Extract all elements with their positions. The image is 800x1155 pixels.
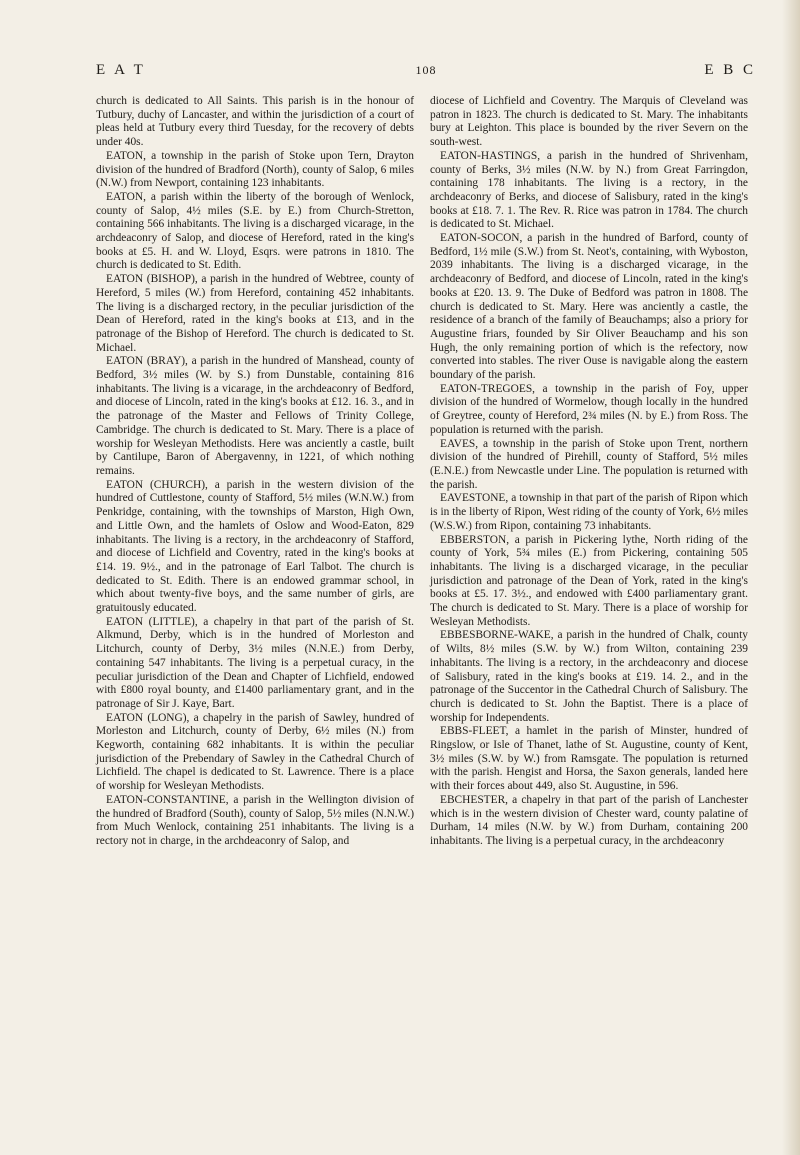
running-head	[96, 62, 756, 84]
entry-eaton-constantine: EATON-CONSTANTINE, a parish in the Wellington division of the hundred of Bradford (South), county of Salop, 5½ miles (N.N.W.) from Much Wenlock, containing 251 inhabitants. The living is a rectory not in charge, in the archdeaconry of Salop, and	[96, 793, 414, 847]
page-edge-shadow	[782, 0, 800, 1155]
entry-continuation-right: diocese of Lichfield and Coventry. The Marquis of Cleveland was patron in 1823. The church is dedicated to St. Mary. The inhabitants bury at Leighton. This place is bounded by the river Severn on the south-west.	[430, 95, 748, 149]
entry-eaton-tregoes: EATON-TREGOES, a township in the parish of Foy, upper division of the hundred of Wormelow, though locally in the hundred of Greytree, county of Hereford, 2¾ miles (N. by E.) from Ross. The population is returned with the parish.	[430, 382, 748, 436]
entry-eaton-bray: EATON (BRAY), a parish in the hundred of Manshead, county of Bedford, 3½ miles (W. by S.) from Dunstable, containing 816 inhabitants. The living is a vicarage, in the archdeaconry of Bedford, and diocese of Lincoln, rated in the king's books at £12. 16. 3., and in the patronage of the Master and Fellows of Trinity College, Cambridge. The church is dedicated to St. Mary. There is a place of worship for Wesleyan Methodists. Here was anciently a castle, built by Cantilupe, Baron of Abergavenny, in 1221, of which nothing remains.	[96, 355, 414, 477]
entry-continuation: church is dedicated to All Saints. This parish is in the honour of Tutbury, duchy of Lancaster, and within the jurisdiction of a court of pleas held at Tutbury every third Tuesday, for the recovery of debts under 40s.	[96, 95, 414, 149]
entry-eaton-long: EATON (LONG), a chapelry in the parish of Sawley, hundred of Morleston and Litchurch, county of Derby, 6½ miles (N.) from Kegworth, containing 682 inhabitants. It is within the peculiar jurisdiction of the Prebendary of Sawley in the Cathedral Church of Lichfield. The chapel is dedicated to St. Lawrence. There is a place of worship for Wesleyan Methodists.	[96, 711, 414, 793]
running-head-right: E B C	[704, 62, 756, 78]
entry-eaton-socon: EATON-SOCON, a parish in the hundred of Barford, county of Bedford, 1½ mile (S.W.) from St. Neot's, containing, with Wyboston, 2039 inhabitants. The living is a discharged vicarage, in the archdeaconry of Bedford, and diocese of Lincoln, rated in the king's books at £20. 13. 9. The Duke of Bedford was patron in 1808. The church is dedicated to St. Mary. Here was anciently a castle, the residence of a branch of the family of Beauchamps; also a priory for Augustine friars, founded by Sir Oliver Beauchamp and his son Hugh, the only remaining portion of which is the refectory, now converted into stables. The river Ouse is navigable along the eastern boundary of the parish.	[430, 232, 748, 382]
right-column	[430, 95, 748, 849]
entry-eaves: EAVES, a township in the parish of Stoke upon Trent, northern division of the hundred of Pirehill, county of Stafford, 5½ miles (E.N.E.) from Newcastle under Line. The population is returned with the parish.	[430, 437, 748, 491]
entry-eaton-salop: EATON, a township in the parish of Stoke upon Tern, Drayton division of the hundred of Bradford (North), county of Salop, 6 miles (N.W.) from Newport, containing 123 inhabitants.	[96, 149, 414, 190]
entry-ebchester: EBCHESTER, a chapelry in that part of the parish of Lanchester which is in the western division of Chester ward, county palatine of Durham, 14 miles (N.W. by W.) from Durham, containing 200 inhabitants. The living is a perpetual curacy, in the archdeaconry	[430, 793, 748, 847]
entry-ebberston: EBBERSTON, a parish in Pickering lythe, North riding of the county of York, 5¾ miles (E.) from Pickering, containing 505 inhabitants. The living is a discharged vicarage, in the peculiar jurisdiction and patronage of the Dean of York, rated in the king's books at £5. 17. 3½., and endowed with £400 parliamentary grant. The church is dedicated to St. Mary. There is a place of worship for Wesleyan Methodists.	[430, 533, 748, 628]
running-head-left: E A T	[96, 62, 146, 78]
entry-eaton-bishop: EATON (BISHOP), a parish in the hundred of Webtree, county of Hereford, 5 miles (W.) from Hereford, containing 452 inhabitants. The living is a discharged rectory, in the peculiar jurisdiction of the Dean of Hereford, rated in the king's books at £13, and in the patronage of the Bishop of Hereford. The church is dedicated to St. Michael.	[96, 273, 414, 354]
entry-eaton-wenlock: EATON, a parish within the liberty of the borough of Wenlock, county of Salop, 4½ miles (S.E. by E.) from Church-Stretton, containing 566 inhabitants. The living is a discharged vicarage, in the archdeaconry of Salop, and diocese of Hereford, rated in the king's books at £5. H. and W. Lloyd, Esqrs. were patrons in 1810. The church is dedicated to St. Edith.	[96, 190, 414, 272]
entry-ebbesborne-wake: EBBESBORNE-WAKE, a parish in the hundred of Chalk, county of Wilts, 8½ miles (S.W. by W.) from Wilton, containing 239 inhabitants. The living is a rectory, in the archdeaconry and diocese of Salisbury, rated in the king's books at £19. 14. 2., and in the patronage of the Succentor in the Cathedral Church of Salisbury. The church is dedicated to St. John the Baptist. There is a place of worship for Independents.	[430, 629, 748, 724]
entry-ebbs-fleet: EBBS-FLEET, a hamlet in the parish of Minster, hundred of Ringslow, or Isle of Thanet, lathe of St. Augustine, county of Kent, 3½ miles (S.W. by W.) from Ramsgate. The population is returned with the parish. Hengist and Horsa, the Saxon generals, landed here with their forces about 449, also St. Augustine, in 596.	[430, 725, 748, 793]
entry-eaton-little: EATON (LITTLE), a chapelry in that part of the parish of St. Alkmund, Derby, which is in the hundred of Morleston and Litchurch, county of Derby, 3½ miles (N.N.E.) from Derby, containing 547 inhabitants. The living is a perpetual curacy, in the peculiar jurisdiction of the Dean and Chapter of Lichfield, endowed with £800 royal bounty, and £1400 parliamentary grant, and in the patronage of Sir J. Kaye, Bart.	[96, 615, 414, 710]
entry-eavestone: EAVESTONE, a township in that part of the parish of Ripon which is in the liberty of Ripon, West riding of the county of York, 6½ miles (W.S.W.) from Ripon, containing 73 inhabitants.	[430, 492, 748, 532]
entry-eaton-church: EATON (CHURCH), a parish in the western division of the hundred of Cuttlestone, county of Stafford, 5½ miles (W.N.W.) from Penkridge, containing, with the townships of Marston, High Own, and Little Own, and the hamlets of Oslow and Wood-Eaton, 829 inhabitants. The living is a rectory, in the archdeaconry of Stafford, and diocese of Lichfield and Coventry, rated in the king's books at £14. 19. 9½., and in the patronage of Earl Talbot. The church is dedicated to St. Edith. There is an endowed grammar school, in which about twenty-five boys, and the same number of girls, are gratuitously educated.	[96, 478, 414, 615]
left-column	[96, 95, 414, 849]
entry-eaton-hastings: EATON-HASTINGS, a parish in the hundred of Shrivenham, county of Berks, 3½ miles (N.W. by N.) from Great Farringdon, containing 178 inhabitants. The living is a rectory, in the archdeaconry of Berks, and diocese of Salisbury, rated in the king's books at £18. 7. 1. The Rev. R. Rice was patron in 1784. The church is dedicated to St. Michael.	[430, 149, 748, 231]
page-number: 108	[415, 63, 437, 77]
